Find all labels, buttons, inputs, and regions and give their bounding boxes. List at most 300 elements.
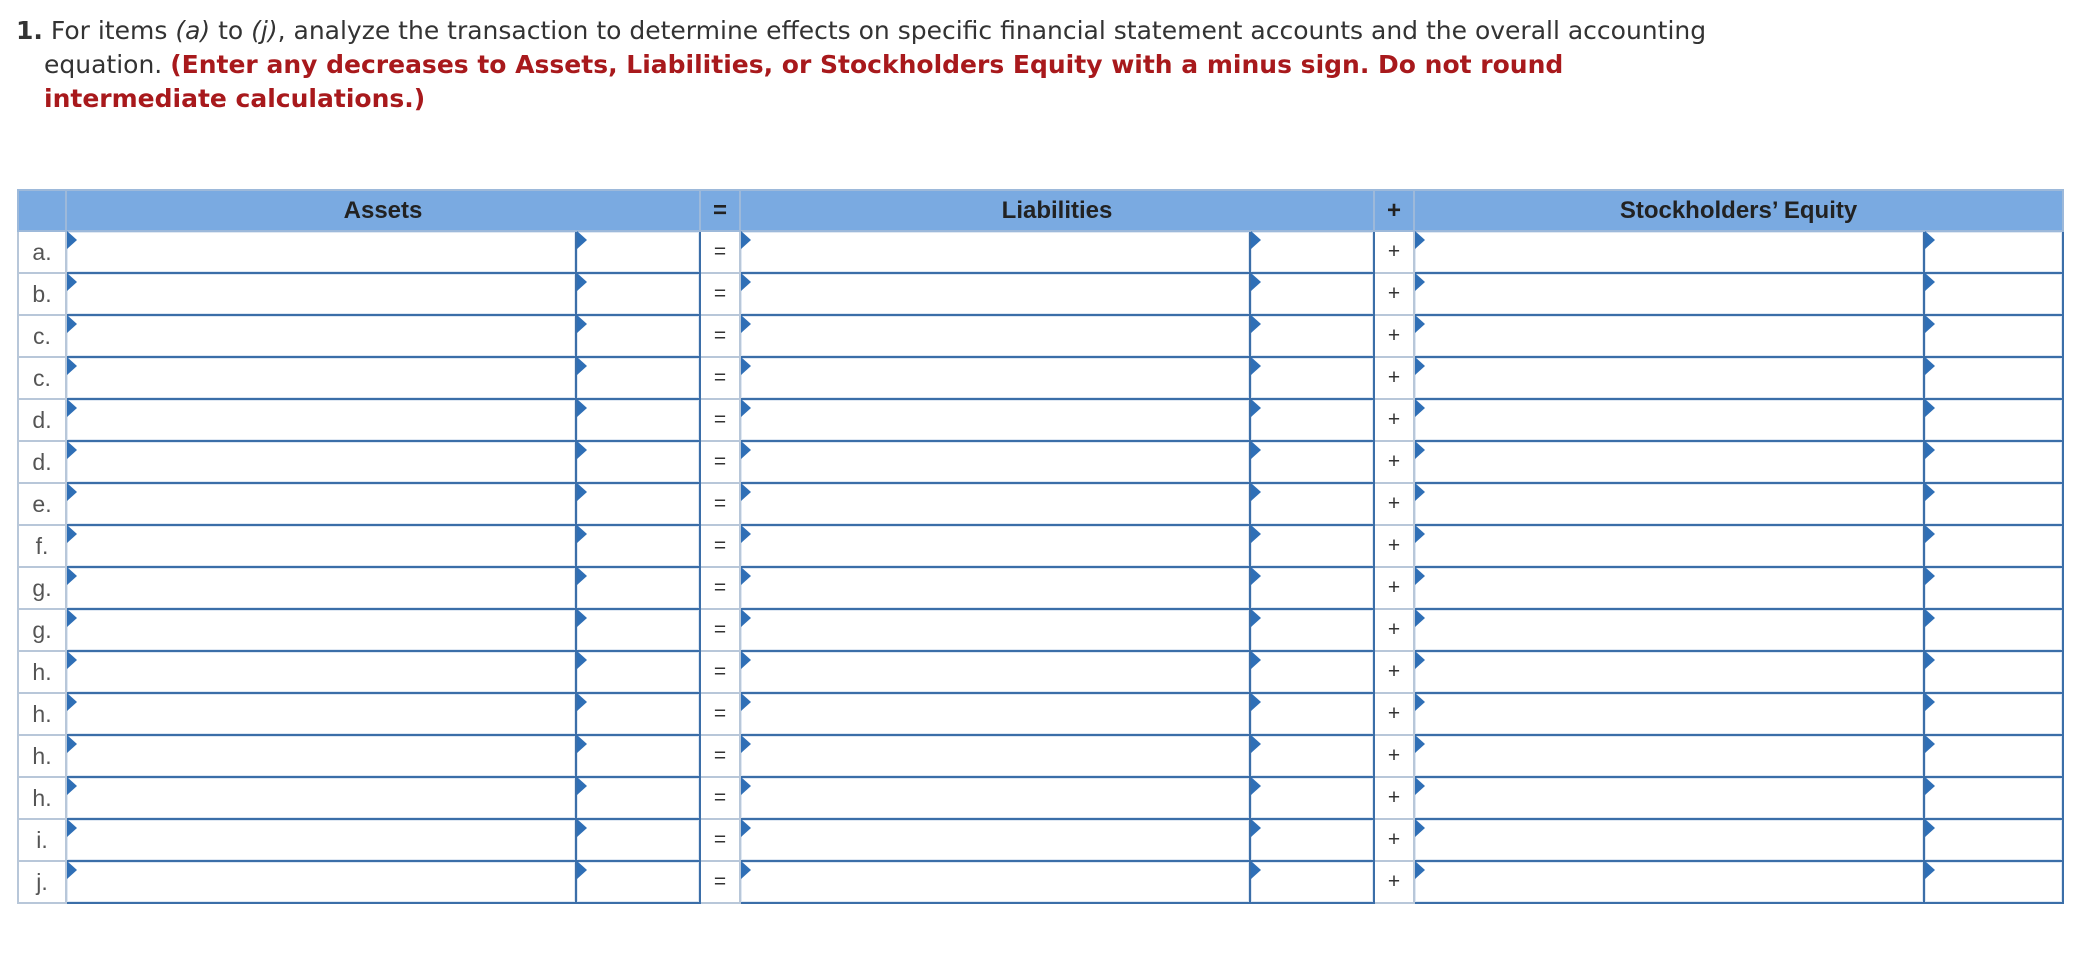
liabilities-amount-field[interactable]: [1251, 484, 1373, 524]
assets-amount-field[interactable]: [577, 778, 699, 818]
liabilities-amount-input[interactable]: [1250, 735, 1374, 777]
dropdown-marker-icon: [1415, 819, 1425, 837]
liabilities-amount-field[interactable]: [1251, 442, 1373, 482]
dropdown-marker-icon: [1251, 567, 1261, 585]
dropdown-marker-icon: [577, 273, 587, 291]
table-row: [18, 231, 2063, 273]
table-row: [18, 819, 2063, 861]
table-body: [18, 231, 2063, 903]
assets-amount-input[interactable]: [576, 525, 700, 567]
assets-account-select[interactable]: [66, 567, 576, 609]
liabilities-amount-field[interactable]: [1251, 736, 1373, 776]
dropdown-marker-icon: [67, 567, 77, 585]
dropdown-marker-icon: [1925, 567, 1935, 585]
assets-amount-field[interactable]: [577, 736, 699, 776]
equity-amount-field[interactable]: [1925, 568, 2062, 608]
dropdown-marker-icon: [741, 273, 751, 291]
dropdown-marker-icon: [1925, 273, 1935, 291]
liabilities-account-select[interactable]: [740, 861, 1250, 903]
liabilities-account-select[interactable]: [740, 441, 1250, 483]
assets-account-select[interactable]: [66, 315, 576, 357]
liabilities-amount-input[interactable]: [1250, 777, 1374, 819]
liabilities-account-field[interactable]: [741, 400, 1249, 440]
table-row: [18, 441, 2063, 483]
row-label: g.: [18, 567, 66, 609]
equity-account-select[interactable]: [1414, 819, 1924, 861]
assets-amount-input[interactable]: [576, 735, 700, 777]
dropdown-marker-icon: [67, 861, 77, 879]
liabilities-amount-input[interactable]: [1250, 273, 1374, 315]
dropdown-marker-icon: [577, 525, 587, 543]
equity-account-select[interactable]: [1414, 861, 1924, 903]
assets-account-field[interactable]: [67, 484, 575, 524]
dropdown-marker-icon: [1251, 273, 1261, 291]
equals-sign: =: [700, 441, 740, 483]
row-label: b.: [18, 273, 66, 315]
dropdown-marker-icon: [1925, 525, 1935, 543]
liabilities-amount-input[interactable]: [1250, 315, 1374, 357]
equity-account-field[interactable]: [1415, 400, 1923, 440]
assets-amount-field[interactable]: [577, 652, 699, 692]
liabilities-account-select[interactable]: [740, 231, 1250, 273]
dropdown-marker-icon: [1415, 357, 1425, 375]
equity-amount-field[interactable]: [1925, 484, 2062, 524]
assets-account-field[interactable]: [67, 568, 575, 608]
equals-sign: =: [700, 315, 740, 357]
liabilities-account-field[interactable]: [741, 736, 1249, 776]
equity-amount-field[interactable]: [1925, 694, 2062, 734]
liabilities-amount-field[interactable]: [1251, 778, 1373, 818]
dropdown-marker-icon: [1925, 399, 1935, 417]
plus-sign: +: [1374, 231, 1414, 273]
equity-amount-input[interactable]: [1924, 609, 2063, 651]
assets-amount-input[interactable]: [576, 609, 700, 651]
assets-amount-field[interactable]: [577, 610, 699, 650]
dropdown-marker-icon: [1251, 651, 1261, 669]
assets-account-select[interactable]: [66, 357, 576, 399]
assets-account-field[interactable]: [67, 736, 575, 776]
equity-amount-input[interactable]: [1924, 483, 2063, 525]
equity-amount-input[interactable]: [1924, 231, 2063, 273]
equity-account-field[interactable]: [1415, 736, 1923, 776]
dropdown-marker-icon: [577, 609, 587, 627]
dropdown-marker-icon: [741, 483, 751, 501]
equity-amount-input[interactable]: [1924, 357, 2063, 399]
table-row: [18, 693, 2063, 735]
liabilities-amount-input[interactable]: [1250, 357, 1374, 399]
equals-sign: =: [700, 273, 740, 315]
equity-account-select[interactable]: [1414, 273, 1924, 315]
dropdown-marker-icon: [67, 315, 77, 333]
dropdown-marker-icon: [1251, 357, 1261, 375]
equity-account-select[interactable]: [1414, 357, 1924, 399]
equity-account-select[interactable]: [1414, 609, 1924, 651]
equity-amount-input[interactable]: [1924, 567, 2063, 609]
equity-account-select[interactable]: [1414, 231, 1924, 273]
dropdown-marker-icon: [1925, 651, 1935, 669]
dropdown-marker-icon: [1415, 525, 1425, 543]
table-row: [18, 567, 2063, 609]
liabilities-account-field[interactable]: [741, 610, 1249, 650]
question-item-start: (a): [175, 16, 211, 45]
liabilities-account-select[interactable]: [740, 273, 1250, 315]
liabilities-account-field[interactable]: [741, 274, 1249, 314]
equity-account-field[interactable]: [1415, 232, 1923, 272]
row-label: d.: [18, 399, 66, 441]
assets-amount-field[interactable]: [577, 568, 699, 608]
equity-amount-input[interactable]: [1924, 315, 2063, 357]
assets-account-select[interactable]: [66, 441, 576, 483]
assets-amount-input[interactable]: [576, 315, 700, 357]
dropdown-marker-icon: [577, 357, 587, 375]
equity-amount-input[interactable]: [1924, 651, 2063, 693]
assets-amount-input[interactable]: [576, 441, 700, 483]
liabilities-amount-field[interactable]: [1251, 316, 1373, 356]
equals-header: =: [700, 190, 740, 231]
liabilities-account-field[interactable]: [741, 694, 1249, 734]
liabilities-amount-input[interactable]: [1250, 441, 1374, 483]
equity-account-select[interactable]: [1414, 399, 1924, 441]
dropdown-marker-icon: [741, 777, 751, 795]
liabilities-amount-field[interactable]: [1251, 862, 1373, 902]
liabilities-amount-input[interactable]: [1250, 525, 1374, 567]
assets-account-select[interactable]: [66, 861, 576, 903]
plus-sign: +: [1374, 273, 1414, 315]
assets-account-select[interactable]: [66, 483, 576, 525]
plus-sign: +: [1374, 525, 1414, 567]
liabilities-amount-field[interactable]: [1251, 820, 1373, 860]
liabilities-account-select[interactable]: [740, 567, 1250, 609]
assets-account-field[interactable]: [67, 652, 575, 692]
dropdown-marker-icon: [67, 483, 77, 501]
liabilities-account-field[interactable]: [741, 358, 1249, 398]
assets-account-field[interactable]: [67, 400, 575, 440]
liabilities-account-select[interactable]: [740, 315, 1250, 357]
liabilities-account-field[interactable]: [741, 232, 1249, 272]
equity-account-field[interactable]: [1415, 862, 1923, 902]
dropdown-marker-icon: [1925, 861, 1935, 879]
equity-account-select[interactable]: [1414, 567, 1924, 609]
accounting-equation-table: [17, 189, 2064, 904]
assets-account-select[interactable]: [66, 273, 576, 315]
liabilities-account-field[interactable]: [741, 568, 1249, 608]
equity-account-field[interactable]: [1415, 526, 1923, 566]
dropdown-marker-icon: [741, 861, 751, 879]
equity-account-select[interactable]: [1414, 735, 1924, 777]
dropdown-marker-icon: [67, 231, 77, 249]
dropdown-marker-icon: [67, 609, 77, 627]
liabilities-account-select[interactable]: [740, 399, 1250, 441]
assets-amount-field[interactable]: [577, 442, 699, 482]
equity-account-field[interactable]: [1415, 652, 1923, 692]
liabilities-account-field[interactable]: [741, 778, 1249, 818]
dropdown-marker-icon: [1251, 231, 1261, 249]
equity-account-field[interactable]: [1415, 610, 1923, 650]
table-row: [18, 651, 2063, 693]
row-label: h.: [18, 651, 66, 693]
assets-amount-input[interactable]: [576, 819, 700, 861]
assets-account-field[interactable]: [67, 862, 575, 902]
equity-amount-input[interactable]: [1924, 693, 2063, 735]
plus-header: +: [1374, 190, 1414, 231]
question-text-part: to: [210, 16, 252, 45]
equity-account-select[interactable]: [1414, 651, 1924, 693]
plus-sign: +: [1374, 777, 1414, 819]
assets-amount-field[interactable]: [577, 526, 699, 566]
dropdown-marker-icon: [577, 735, 587, 753]
assets-account-select[interactable]: [66, 525, 576, 567]
equity-account-select[interactable]: [1414, 777, 1924, 819]
equity-account-select[interactable]: [1414, 525, 1924, 567]
assets-amount-input[interactable]: [576, 231, 700, 273]
equity-amount-field[interactable]: [1925, 358, 2062, 398]
equity-amount-input[interactable]: [1924, 273, 2063, 315]
liabilities-amount-input[interactable]: [1250, 819, 1374, 861]
row-label: c.: [18, 357, 66, 399]
assets-amount-input[interactable]: [576, 861, 700, 903]
assets-amount-input[interactable]: [576, 483, 700, 525]
equity-amount-field[interactable]: [1925, 862, 2062, 902]
dropdown-marker-icon: [1251, 483, 1261, 501]
liabilities-account-field[interactable]: [741, 316, 1249, 356]
liabilities-amount-field[interactable]: [1251, 274, 1373, 314]
plus-sign: +: [1374, 315, 1414, 357]
dropdown-marker-icon: [1925, 819, 1935, 837]
liabilities-amount-field[interactable]: [1251, 526, 1373, 566]
equals-sign: =: [700, 609, 740, 651]
assets-amount-field[interactable]: [577, 820, 699, 860]
assets-account-field[interactable]: [67, 694, 575, 734]
equals-sign: =: [700, 525, 740, 567]
dropdown-marker-icon: [577, 693, 587, 711]
equity-amount-field[interactable]: [1925, 820, 2062, 860]
assets-amount-field[interactable]: [577, 400, 699, 440]
dropdown-marker-icon: [1415, 693, 1425, 711]
assets-amount-field[interactable]: [577, 274, 699, 314]
assets-amount-input[interactable]: [576, 399, 700, 441]
dropdown-marker-icon: [741, 651, 751, 669]
assets-account-field[interactable]: [67, 526, 575, 566]
assets-account-field[interactable]: [67, 358, 575, 398]
dropdown-marker-icon: [741, 609, 751, 627]
equity-amount-input[interactable]: [1924, 777, 2063, 819]
liabilities-amount-field[interactable]: [1251, 652, 1373, 692]
dropdown-marker-icon: [1415, 651, 1425, 669]
liabilities-account-field[interactable]: [741, 442, 1249, 482]
equity-amount-input[interactable]: [1924, 399, 2063, 441]
dropdown-marker-icon: [577, 231, 587, 249]
liabilities-account-field[interactable]: [741, 484, 1249, 524]
question-paragraph: [16, 14, 1716, 116]
dropdown-marker-icon: [741, 399, 751, 417]
equity-account-field[interactable]: [1415, 274, 1923, 314]
liabilities-amount-field[interactable]: [1251, 400, 1373, 440]
table-row: [18, 483, 2063, 525]
plus-sign: +: [1374, 693, 1414, 735]
equity-account-field[interactable]: [1415, 568, 1923, 608]
equity-account-select[interactable]: [1414, 441, 1924, 483]
liabilities-account-select[interactable]: [740, 651, 1250, 693]
dropdown-marker-icon: [1925, 735, 1935, 753]
dropdown-marker-icon: [1251, 861, 1261, 879]
liabilities-amount-input[interactable]: [1250, 567, 1374, 609]
assets-amount-input[interactable]: [576, 567, 700, 609]
assets-account-select[interactable]: [66, 735, 576, 777]
plus-sign: +: [1374, 735, 1414, 777]
assets-account-select[interactable]: [66, 651, 576, 693]
liabilities-amount-input[interactable]: [1250, 651, 1374, 693]
equity-account-field[interactable]: [1415, 694, 1923, 734]
equity-account-field[interactable]: [1415, 358, 1923, 398]
dropdown-marker-icon: [1925, 483, 1935, 501]
equity-amount-field[interactable]: [1925, 232, 2062, 272]
equity-account-field[interactable]: [1415, 316, 1923, 356]
liabilities-account-field[interactable]: [741, 820, 1249, 860]
dropdown-marker-icon: [1415, 567, 1425, 585]
liabilities-amount-field[interactable]: [1251, 232, 1373, 272]
assets-amount-field[interactable]: [577, 316, 699, 356]
equity-amount-field[interactable]: [1925, 778, 2062, 818]
plus-sign: +: [1374, 651, 1414, 693]
liabilities-amount-field[interactable]: [1251, 568, 1373, 608]
assets-account-select[interactable]: [66, 399, 576, 441]
row-label: c.: [18, 315, 66, 357]
equals-sign: =: [700, 651, 740, 693]
assets-account-select[interactable]: [66, 231, 576, 273]
dropdown-marker-icon: [577, 651, 587, 669]
dropdown-marker-icon: [67, 273, 77, 291]
assets-account-field[interactable]: [67, 316, 575, 356]
assets-account-select[interactable]: [66, 777, 576, 819]
equity-amount-field[interactable]: [1925, 274, 2062, 314]
assets-amount-input[interactable]: [576, 693, 700, 735]
assets-amount-field[interactable]: [577, 484, 699, 524]
assets-amount-field[interactable]: [577, 232, 699, 272]
liabilities-account-select[interactable]: [740, 693, 1250, 735]
liabilities-account-field[interactable]: [741, 652, 1249, 692]
equity-amount-field[interactable]: [1925, 736, 2062, 776]
assets-account-field[interactable]: [67, 610, 575, 650]
liabilities-amount-input[interactable]: [1250, 399, 1374, 441]
assets-amount-input[interactable]: [576, 273, 700, 315]
question-text-part: , analyze the transaction to determine effects on specific financial statement accounts and the overall accounting equation.: [44, 16, 1707, 79]
equity-amount-field[interactable]: [1925, 526, 2062, 566]
dropdown-marker-icon: [741, 525, 751, 543]
table-row: [18, 315, 2063, 357]
row-label: f.: [18, 525, 66, 567]
dropdown-marker-icon: [1251, 315, 1261, 333]
dropdown-marker-icon: [741, 231, 751, 249]
assets-account-field[interactable]: [67, 820, 575, 860]
dropdown-marker-icon: [1251, 693, 1261, 711]
table-row: [18, 735, 2063, 777]
liabilities-account-select[interactable]: [740, 735, 1250, 777]
liabilities-amount-field[interactable]: [1251, 610, 1373, 650]
equity-amount-field[interactable]: [1925, 316, 2062, 356]
dropdown-marker-icon: [1415, 315, 1425, 333]
assets-amount-field[interactable]: [577, 862, 699, 902]
dropdown-marker-icon: [1925, 231, 1935, 249]
assets-account-select[interactable]: [66, 609, 576, 651]
equity-account-select[interactable]: [1414, 483, 1924, 525]
dropdown-marker-icon: [67, 525, 77, 543]
liabilities-account-select[interactable]: [740, 819, 1250, 861]
assets-amount-input[interactable]: [576, 357, 700, 399]
liabilities-account-select[interactable]: [740, 777, 1250, 819]
liabilities-account-select[interactable]: [740, 609, 1250, 651]
assets-account-field[interactable]: [67, 274, 575, 314]
assets-account-field[interactable]: [67, 778, 575, 818]
dropdown-marker-icon: [67, 735, 77, 753]
dropdown-marker-icon: [741, 357, 751, 375]
dropdown-marker-icon: [741, 315, 751, 333]
row-label-header: [18, 190, 66, 231]
liabilities-amount-input[interactable]: [1250, 861, 1374, 903]
dropdown-marker-icon: [577, 777, 587, 795]
liabilities-account-select[interactable]: [740, 483, 1250, 525]
dropdown-marker-icon: [1415, 609, 1425, 627]
liabilities-amount-input[interactable]: [1250, 609, 1374, 651]
equity-account-field[interactable]: [1415, 778, 1923, 818]
equity-header: Stockholders’ Equity: [1414, 190, 2063, 231]
liabilities-amount-input[interactable]: [1250, 231, 1374, 273]
equity-account-field[interactable]: [1415, 484, 1923, 524]
equity-account-select[interactable]: [1414, 315, 1924, 357]
equals-sign: =: [700, 231, 740, 273]
equity-amount-input[interactable]: [1924, 861, 2063, 903]
equity-amount-input[interactable]: [1924, 819, 2063, 861]
equity-account-field[interactable]: [1415, 442, 1923, 482]
plus-sign: +: [1374, 819, 1414, 861]
liabilities-account-select[interactable]: [740, 525, 1250, 567]
equity-amount-field[interactable]: [1925, 610, 2062, 650]
liabilities-account-field[interactable]: [741, 526, 1249, 566]
dropdown-marker-icon: [577, 399, 587, 417]
liabilities-account-select[interactable]: [740, 357, 1250, 399]
equity-amount-field[interactable]: [1925, 442, 2062, 482]
equity-amount-input[interactable]: [1924, 735, 2063, 777]
assets-amount-field[interactable]: [577, 694, 699, 734]
liabilities-amount-field[interactable]: [1251, 694, 1373, 734]
equals-sign: =: [700, 735, 740, 777]
liabilities-amount-input[interactable]: [1250, 693, 1374, 735]
dropdown-marker-icon: [577, 315, 587, 333]
liabilities-account-field[interactable]: [741, 862, 1249, 902]
liabilities-amount-input[interactable]: [1250, 483, 1374, 525]
assets-amount-input[interactable]: [576, 651, 700, 693]
equity-account-field[interactable]: [1415, 820, 1923, 860]
plus-sign: +: [1374, 483, 1414, 525]
equity-amount-field[interactable]: [1925, 652, 2062, 692]
equals-sign: =: [700, 693, 740, 735]
row-label: d.: [18, 441, 66, 483]
equity-amount-field[interactable]: [1925, 400, 2062, 440]
dropdown-marker-icon: [577, 567, 587, 585]
equity-account-select[interactable]: [1414, 693, 1924, 735]
assets-account-field[interactable]: [67, 232, 575, 272]
equals-sign: =: [700, 399, 740, 441]
assets-amount-input[interactable]: [576, 777, 700, 819]
assets-amount-field[interactable]: [577, 358, 699, 398]
equity-amount-input[interactable]: [1924, 525, 2063, 567]
equity-amount-input[interactable]: [1924, 441, 2063, 483]
assets-account-field[interactable]: [67, 442, 575, 482]
row-label: h.: [18, 735, 66, 777]
liabilities-amount-field[interactable]: [1251, 358, 1373, 398]
assets-account-select[interactable]: [66, 693, 576, 735]
assets-account-select[interactable]: [66, 819, 576, 861]
row-label: h.: [18, 693, 66, 735]
